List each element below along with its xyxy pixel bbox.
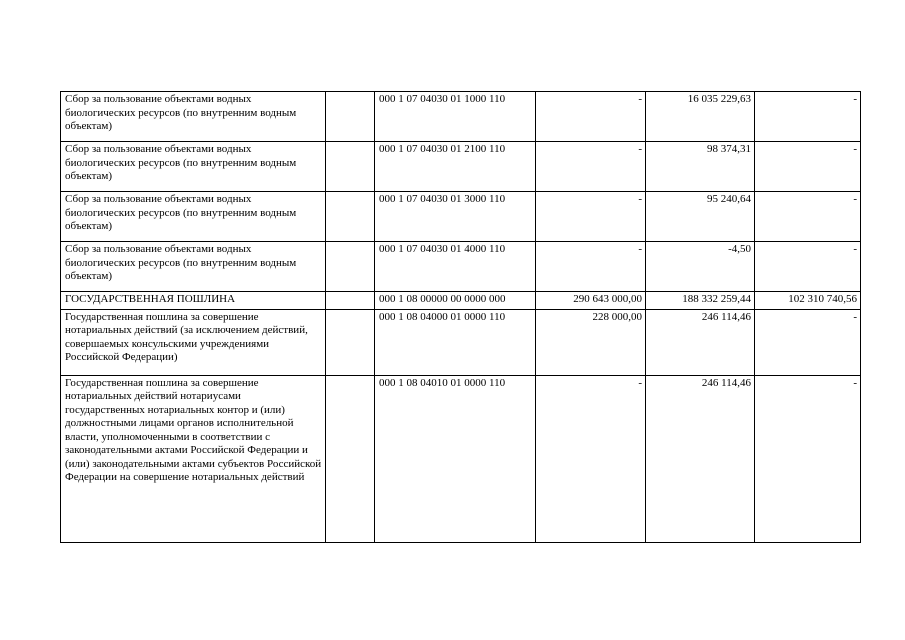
empty-cell xyxy=(326,142,375,192)
row-rest-cell: - xyxy=(755,309,861,375)
table-row xyxy=(61,142,861,192)
row-code-cell: 000 1 07 04030 01 4000 110 xyxy=(375,242,536,292)
row-name-cell: Государственная пошлина за совершение нотариальных действий (за исключением действий, совершаемых консульскими учреждениями Российской Федерации) xyxy=(61,309,326,375)
row-plan-cell: - xyxy=(536,92,646,142)
row-rest-cell: - xyxy=(755,242,861,292)
row-code-cell: 000 1 08 04010 01 0000 110 xyxy=(375,375,536,542)
table-row xyxy=(61,192,861,242)
table-row xyxy=(61,292,861,310)
row-plan-cell: - xyxy=(536,242,646,292)
row-name-cell: Сбор за пользование объектами водных биологических ресурсов (по внутренним водным объектам) xyxy=(61,142,326,192)
row-name-cell: Государственная пошлина за совершение нотариальных действий нотариусами государственных нотариальных контор и (или) должностными лицами органов исполнительной власти, уполномоченными в соответствии с законодательными актами Российской Федерации и (или) законодательными актами субъектов Российской Федерации на совершение нотариальных действий xyxy=(61,375,326,542)
row-exec-cell: 246 114,46 xyxy=(646,309,755,375)
empty-cell xyxy=(326,292,375,310)
row-plan-cell: - xyxy=(536,375,646,542)
row-plan-cell: 228 000,00 xyxy=(536,309,646,375)
row-rest-cell: - xyxy=(755,92,861,142)
empty-cell xyxy=(326,242,375,292)
table-row xyxy=(61,242,861,292)
row-plan-cell: - xyxy=(536,142,646,192)
row-code-cell: 000 1 07 04030 01 1000 110 xyxy=(375,92,536,142)
row-plan-cell: 290 643 000,00 xyxy=(536,292,646,310)
row-exec-cell: 16 035 229,63 xyxy=(646,92,755,142)
table-row xyxy=(61,92,861,142)
empty-cell xyxy=(326,92,375,142)
row-code-cell: 000 1 07 04030 01 3000 110 xyxy=(375,192,536,242)
row-exec-cell: 246 114,46 xyxy=(646,375,755,542)
empty-cell xyxy=(326,309,375,375)
row-rest-cell: - xyxy=(755,142,861,192)
row-plan-cell: - xyxy=(536,192,646,242)
row-exec-cell: 95 240,64 xyxy=(646,192,755,242)
row-rest-cell: - xyxy=(755,375,861,542)
row-rest-cell: - xyxy=(755,192,861,242)
row-code-cell: 000 1 08 04000 01 0000 110 xyxy=(375,309,536,375)
empty-cell xyxy=(326,192,375,242)
row-name-cell: Сбор за пользование объектами водных биологических ресурсов (по внутренним водным объектам) xyxy=(61,92,326,142)
row-name-cell: Сбор за пользование объектами водных биологических ресурсов (по внутренним водным объектам) xyxy=(61,242,326,292)
empty-cell xyxy=(326,375,375,542)
row-exec-cell: -4,50 xyxy=(646,242,755,292)
row-name-cell: Сбор за пользование объектами водных биологических ресурсов (по внутренним водным объектам) xyxy=(61,192,326,242)
revenue-table xyxy=(60,91,861,543)
table-row xyxy=(61,375,861,542)
row-code-cell: 000 1 08 00000 00 0000 000 xyxy=(375,292,536,310)
table-row xyxy=(61,309,861,375)
row-code-cell: 000 1 07 04030 01 2100 110 xyxy=(375,142,536,192)
row-exec-cell: 188 332 259,44 xyxy=(646,292,755,310)
row-rest-cell: 102 310 740,56 xyxy=(755,292,861,310)
row-name-cell: ГОСУДАРСТВЕННАЯ ПОШЛИНА xyxy=(61,292,326,310)
row-exec-cell: 98 374,31 xyxy=(646,142,755,192)
